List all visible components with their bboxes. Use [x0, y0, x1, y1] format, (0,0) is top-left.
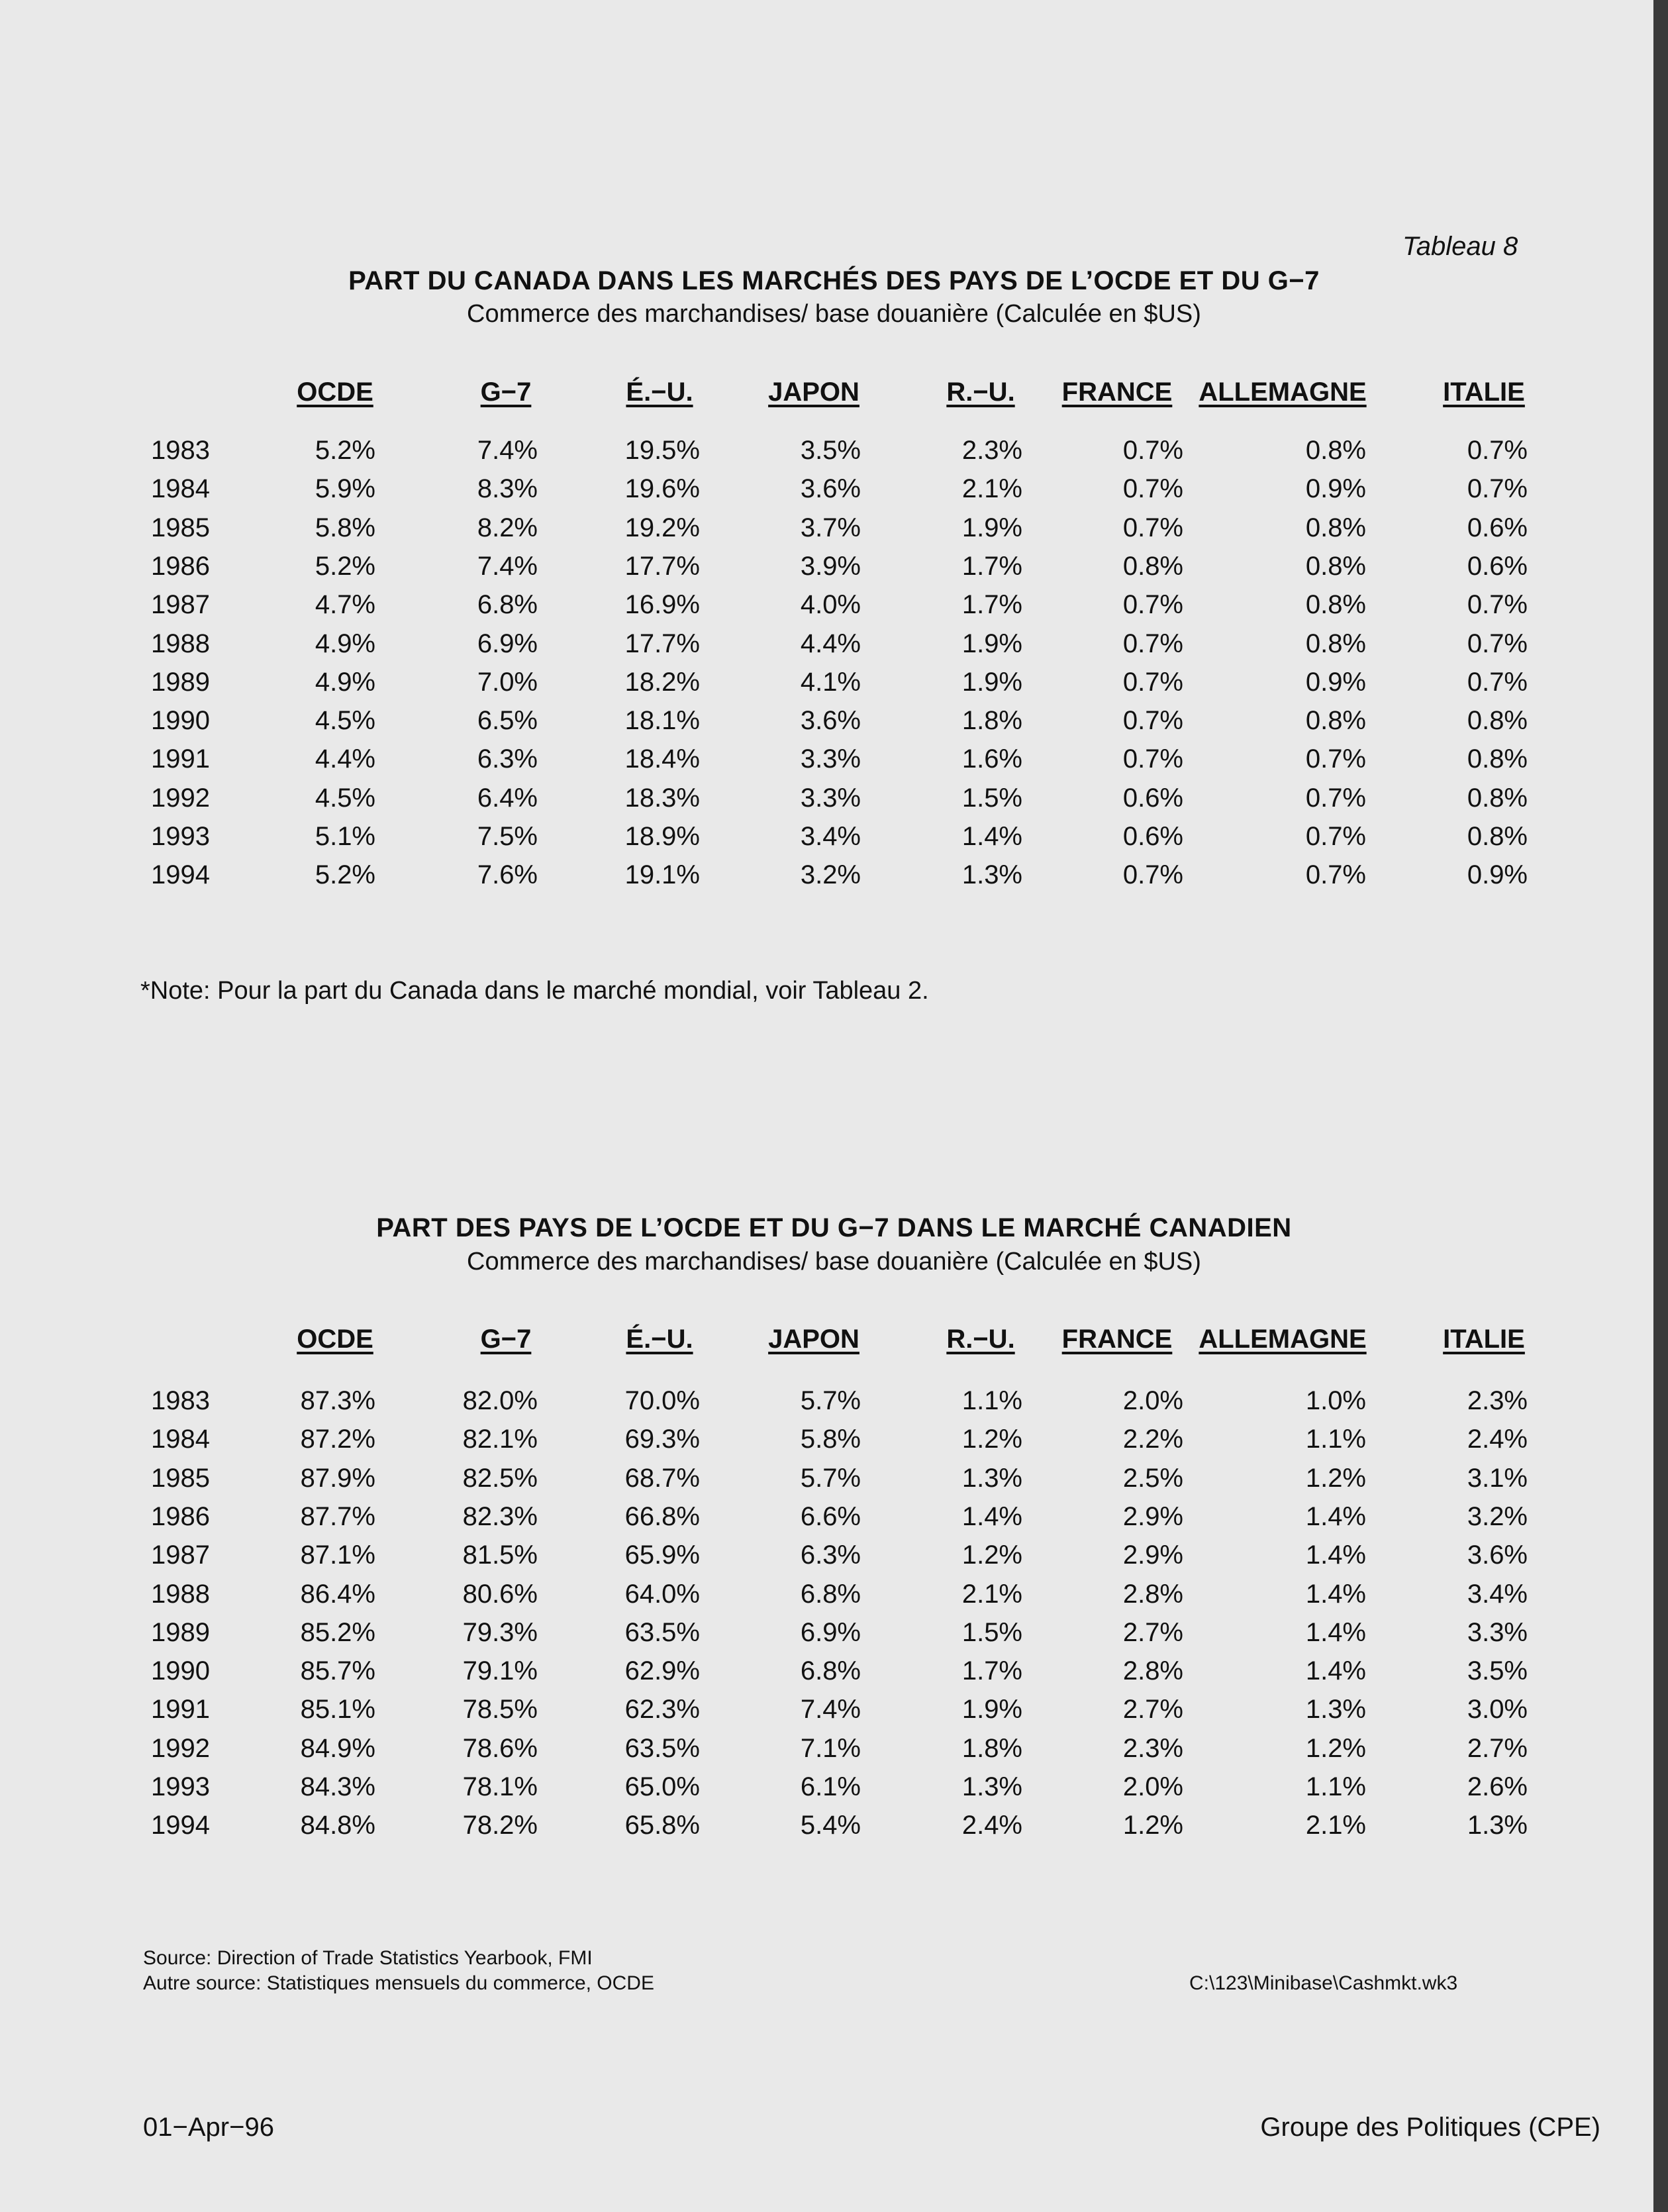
table-cell: 4.5%: [315, 706, 375, 736]
table-cell: 81.5%: [462, 1540, 538, 1570]
table-cell: 1.8%: [961, 1733, 1022, 1763]
table-cell: 5.8%: [800, 1425, 861, 1454]
table-cell: 65.8%: [624, 1811, 700, 1840]
table-cell: 1.3%: [961, 1463, 1022, 1493]
table-cell: 6.8%: [477, 590, 538, 620]
table-cell: 1.4%: [1305, 1540, 1366, 1570]
table-cell: 1.9%: [961, 628, 1022, 658]
table-cell: 0.7%: [1467, 590, 1528, 620]
table-cell: 0.9%: [1467, 860, 1528, 890]
table-cell: 5.7%: [800, 1463, 861, 1493]
table-cell: 65.9%: [624, 1540, 700, 1570]
table-cell: 6.8%: [800, 1656, 861, 1686]
table-cell: 65.0%: [624, 1772, 700, 1801]
table-cell: 82.5%: [462, 1463, 538, 1493]
table-cell: 78.1%: [462, 1772, 538, 1801]
row-year: 1983: [151, 436, 210, 465]
table-cell: 1.5%: [961, 783, 1022, 813]
table-cell: 2.7%: [1122, 1695, 1183, 1725]
table-cell: 19.2%: [624, 513, 700, 542]
table-cell: 1.4%: [961, 822, 1022, 851]
column-header: É.−U.: [626, 377, 693, 407]
table-cell: 4.9%: [315, 628, 375, 658]
table-cell: 2.0%: [1122, 1386, 1183, 1415]
table-cell: 4.4%: [315, 744, 375, 774]
row-year: 1987: [151, 590, 210, 620]
table-cell: 5.9%: [315, 474, 375, 504]
table-cell: 0.7%: [1122, 513, 1183, 542]
table-cell: 2.0%: [1122, 1772, 1183, 1801]
table-cell: 82.1%: [462, 1425, 538, 1454]
table-cell: 3.3%: [800, 744, 861, 774]
table-cell: 2.3%: [961, 436, 1022, 465]
table-cell: 19.6%: [624, 474, 700, 504]
table1-note: *Note: Pour la part du Canada dans le marché mondial, voir Tableau 2.: [140, 977, 929, 1005]
table-cell: 87.9%: [300, 1463, 375, 1493]
table-cell: 64.0%: [624, 1579, 700, 1609]
table-cell: 84.8%: [300, 1811, 375, 1840]
column-header: OCDE: [297, 1325, 373, 1354]
table-cell: 6.3%: [477, 744, 538, 774]
table-cell: 4.5%: [315, 783, 375, 813]
table-cell: 19.1%: [624, 860, 700, 890]
table-cell: 18.3%: [624, 783, 700, 813]
table-cell: 0.8%: [1305, 628, 1366, 658]
column-header: FRANCE: [1061, 377, 1173, 407]
table-cell: 18.4%: [624, 744, 700, 774]
table-cell: 2.4%: [1467, 1425, 1528, 1454]
column-header: É.−U.: [626, 1325, 693, 1354]
table-cell: 18.1%: [624, 706, 700, 736]
row-year: 1984: [151, 1425, 210, 1454]
table-cell: 7.4%: [477, 551, 538, 581]
table-cell: 1.4%: [1305, 1501, 1366, 1531]
table-cell: 18.2%: [624, 667, 700, 697]
row-year: 1993: [151, 822, 210, 851]
table-cell: 0.7%: [1467, 474, 1528, 504]
row-year: 1986: [151, 1501, 210, 1531]
table-cell: 1.2%: [1305, 1733, 1366, 1763]
table-cell: 0.8%: [1467, 744, 1528, 774]
table-cell: 2.7%: [1467, 1733, 1528, 1763]
table-cell: 3.2%: [800, 860, 861, 890]
table-cell: 1.2%: [1122, 1811, 1183, 1840]
table-cell: 4.0%: [800, 590, 861, 620]
table-cell: 3.6%: [1467, 1540, 1528, 1570]
row-year: 1990: [151, 706, 210, 736]
table-cell: 0.8%: [1305, 551, 1366, 581]
table-cell: 0.7%: [1122, 474, 1183, 504]
column-header: JAPON: [768, 377, 859, 407]
table-cell: 3.2%: [1467, 1501, 1528, 1531]
table-cell: 0.7%: [1467, 667, 1528, 697]
table-cell: 6.1%: [800, 1772, 861, 1801]
table-cell: 69.3%: [624, 1425, 700, 1454]
row-year: 1985: [151, 1463, 210, 1493]
table-cell: 17.7%: [624, 628, 700, 658]
table-cell: 79.1%: [462, 1656, 538, 1686]
table-cell: 79.3%: [462, 1617, 538, 1647]
table-cell: 1.0%: [1305, 1386, 1366, 1415]
table-cell: 84.3%: [300, 1772, 375, 1801]
table-cell: 2.1%: [961, 474, 1022, 504]
table-cell: 1.8%: [961, 706, 1022, 736]
table-cell: 0.8%: [1467, 706, 1528, 736]
table-cell: 1.3%: [1305, 1695, 1366, 1725]
table-cell: 3.5%: [800, 436, 861, 465]
table-cell: 1.4%: [1305, 1617, 1366, 1647]
file-path: C:\123\Minibase\Cashmkt.wk3: [1189, 1972, 1458, 1994]
table-cell: 0.6%: [1467, 551, 1528, 581]
source-line: Source: Direction of Trade Statistics Yearbook, FMI: [143, 1947, 593, 1969]
footer-date: 01−Apr−96: [143, 2113, 274, 2142]
row-year: 1985: [151, 513, 210, 542]
table-cell: 0.6%: [1122, 822, 1183, 851]
table-cell: 6.9%: [477, 628, 538, 658]
table-cell: 4.4%: [800, 628, 861, 658]
footer-organization: Groupe des Politiques (CPE): [1260, 2113, 1600, 2142]
table-cell: 87.7%: [300, 1501, 375, 1531]
table-cell: 2.5%: [1122, 1463, 1183, 1493]
table-cell: 3.9%: [800, 551, 861, 581]
table-cell: 1.5%: [961, 1617, 1022, 1647]
table-cell: 19.5%: [624, 436, 700, 465]
table-cell: 2.1%: [961, 1579, 1022, 1609]
row-year: 1987: [151, 1540, 210, 1570]
table-cell: 3.0%: [1467, 1695, 1528, 1725]
table-cell: 0.7%: [1122, 628, 1183, 658]
column-header: R.−U.: [946, 1325, 1015, 1354]
table-cell: 7.4%: [800, 1695, 861, 1725]
table-cell: 6.4%: [477, 783, 538, 813]
table-cell: 8.3%: [477, 474, 538, 504]
table-cell: 5.1%: [315, 822, 375, 851]
page-edge-shadow: [1653, 0, 1668, 2212]
table-cell: 3.6%: [800, 706, 861, 736]
table-cell: 87.2%: [300, 1425, 375, 1454]
table-cell: 5.2%: [315, 551, 375, 581]
column-header: OCDE: [297, 377, 373, 407]
table-cell: 0.7%: [1305, 744, 1366, 774]
table-cell: 7.0%: [477, 667, 538, 697]
table-cell: 6.3%: [800, 1540, 861, 1570]
table-cell: 7.5%: [477, 822, 538, 851]
table-cell: 85.2%: [300, 1617, 375, 1647]
table-cell: 3.4%: [1467, 1579, 1528, 1609]
table-cell: 5.8%: [315, 513, 375, 542]
table-cell: 0.8%: [1467, 822, 1528, 851]
row-year: 1989: [151, 1617, 210, 1647]
table-cell: 78.2%: [462, 1811, 538, 1840]
table-cell: 84.9%: [300, 1733, 375, 1763]
table-cell: 1.2%: [1305, 1463, 1366, 1493]
table-cell: 4.1%: [800, 667, 861, 697]
table-cell: 82.3%: [462, 1501, 538, 1531]
table-cell: 0.7%: [1467, 628, 1528, 658]
table-cell: 1.9%: [961, 667, 1022, 697]
column-header: ALLEMAGNE: [1199, 1325, 1367, 1354]
table-cell: 78.5%: [462, 1695, 538, 1725]
table-cell: 0.7%: [1305, 860, 1366, 890]
table-cell: 0.6%: [1467, 513, 1528, 542]
table-cell: 3.1%: [1467, 1463, 1528, 1493]
table-cell: 1.3%: [961, 860, 1022, 890]
row-year: 1994: [151, 1811, 210, 1840]
table-cell: 1.1%: [1305, 1425, 1366, 1454]
table-cell: 3.4%: [800, 822, 861, 851]
table-cell: 0.8%: [1305, 513, 1366, 542]
table-cell: 2.1%: [1305, 1811, 1366, 1840]
table-cell: 0.7%: [1122, 590, 1183, 620]
row-year: 1990: [151, 1656, 210, 1686]
table-cell: 1.6%: [961, 744, 1022, 774]
table-number-label: Tableau 8: [1402, 232, 1518, 261]
row-year: 1986: [151, 551, 210, 581]
table-cell: 1.7%: [961, 1656, 1022, 1686]
row-year: 1992: [151, 783, 210, 813]
table-cell: 3.3%: [1467, 1617, 1528, 1647]
table-cell: 8.2%: [477, 513, 538, 542]
table-cell: 4.9%: [315, 667, 375, 697]
table-cell: 62.3%: [624, 1695, 700, 1725]
table-cell: 0.8%: [1305, 436, 1366, 465]
table-cell: 3.6%: [800, 474, 861, 504]
table-cell: 70.0%: [624, 1386, 700, 1415]
table-cell: 1.2%: [961, 1425, 1022, 1454]
table-cell: 0.7%: [1122, 706, 1183, 736]
table-cell: 6.9%: [800, 1617, 861, 1647]
table-cell: 7.6%: [477, 860, 538, 890]
column-header: ITALIE: [1443, 377, 1525, 407]
table-cell: 0.7%: [1305, 822, 1366, 851]
table-cell: 0.8%: [1467, 783, 1528, 813]
table-cell: 1.4%: [1305, 1656, 1366, 1686]
row-year: 1994: [151, 860, 210, 890]
table-cell: 0.8%: [1305, 590, 1366, 620]
table-cell: 1.4%: [1305, 1579, 1366, 1609]
table-cell: 62.9%: [624, 1656, 700, 1686]
table-cell: 0.8%: [1122, 551, 1183, 581]
table-cell: 16.9%: [624, 590, 700, 620]
table-cell: 2.3%: [1122, 1733, 1183, 1763]
table-cell: 3.7%: [800, 513, 861, 542]
table-cell: 4.7%: [315, 590, 375, 620]
column-header: G−7: [480, 377, 532, 407]
table-cell: 2.3%: [1467, 1386, 1528, 1415]
table-cell: 78.6%: [462, 1733, 538, 1763]
table-cell: 63.5%: [624, 1617, 700, 1647]
column-header: JAPON: [768, 1325, 859, 1354]
table-cell: 1.9%: [961, 1695, 1022, 1725]
table-cell: 1.9%: [961, 513, 1022, 542]
table-cell: 1.1%: [961, 1386, 1022, 1415]
column-header: G−7: [480, 1325, 532, 1354]
table2-title: PART DES PAYS DE L’OCDE ET DU G−7 DANS LE MARCHÉ CANADIEN: [376, 1213, 1292, 1242]
table-cell: 5.7%: [800, 1386, 861, 1415]
row-year: 1989: [151, 667, 210, 697]
table1-subtitle: Commerce des marchandises/ base douanière (Calculée en $US): [467, 300, 1201, 328]
table-cell: 1.2%: [961, 1540, 1022, 1570]
row-year: 1991: [151, 1695, 210, 1725]
table-cell: 0.7%: [1122, 744, 1183, 774]
row-year: 1993: [151, 1772, 210, 1801]
table-cell: 0.7%: [1467, 436, 1528, 465]
table-cell: 6.5%: [477, 706, 538, 736]
table-cell: 1.7%: [961, 551, 1022, 581]
table-cell: 0.6%: [1122, 783, 1183, 813]
table-cell: 86.4%: [300, 1579, 375, 1609]
table-cell: 2.9%: [1122, 1540, 1183, 1570]
table-cell: 0.9%: [1305, 667, 1366, 697]
table2-subtitle: Commerce des marchandises/ base douanière (Calculée en $US): [467, 1248, 1201, 1276]
table-cell: 2.2%: [1122, 1425, 1183, 1454]
table-cell: 2.8%: [1122, 1579, 1183, 1609]
table-cell: 5.2%: [315, 436, 375, 465]
table-cell: 2.4%: [961, 1811, 1022, 1840]
table-cell: 0.7%: [1305, 783, 1366, 813]
column-header: ALLEMAGNE: [1199, 377, 1367, 407]
table-cell: 7.1%: [800, 1733, 861, 1763]
column-header: FRANCE: [1061, 1325, 1173, 1354]
table-cell: 87.3%: [300, 1386, 375, 1415]
column-header: R.−U.: [946, 377, 1015, 407]
table-cell: 66.8%: [624, 1501, 700, 1531]
table-cell: 87.1%: [300, 1540, 375, 1570]
table-cell: 5.2%: [315, 860, 375, 890]
table-cell: 0.7%: [1122, 436, 1183, 465]
row-year: 1992: [151, 1733, 210, 1763]
row-year: 1991: [151, 744, 210, 774]
table-cell: 1.3%: [961, 1772, 1022, 1801]
table-cell: 85.1%: [300, 1695, 375, 1725]
table-cell: 6.8%: [800, 1579, 861, 1609]
table1-title: PART DU CANADA DANS LES MARCHÉS DES PAYS DE L’OCDE ET DU G−7: [348, 266, 1320, 295]
table-cell: 0.7%: [1122, 667, 1183, 697]
table-cell: 17.7%: [624, 551, 700, 581]
table-cell: 68.7%: [624, 1463, 700, 1493]
table-cell: 85.7%: [300, 1656, 375, 1686]
table-cell: 1.3%: [1467, 1811, 1528, 1840]
table-cell: 7.4%: [477, 436, 538, 465]
row-year: 1984: [151, 474, 210, 504]
row-year: 1988: [151, 1579, 210, 1609]
row-year: 1988: [151, 628, 210, 658]
table-cell: 63.5%: [624, 1733, 700, 1763]
table-cell: 6.6%: [800, 1501, 861, 1531]
table-cell: 80.6%: [462, 1579, 538, 1609]
table-cell: 0.7%: [1122, 860, 1183, 890]
table-cell: 2.7%: [1122, 1617, 1183, 1647]
table-cell: 0.9%: [1305, 474, 1366, 504]
table-cell: 2.9%: [1122, 1501, 1183, 1531]
table-cell: 3.3%: [800, 783, 861, 813]
table-cell: 3.5%: [1467, 1656, 1528, 1686]
table-cell: 82.0%: [462, 1386, 538, 1415]
table-cell: 2.6%: [1467, 1772, 1528, 1801]
other-source-line: Autre source: Statistiques mensuels du commerce, OCDE: [143, 1972, 654, 1994]
table-cell: 0.8%: [1305, 706, 1366, 736]
table-cell: 1.4%: [961, 1501, 1022, 1531]
table-cell: 1.1%: [1305, 1772, 1366, 1801]
column-header: ITALIE: [1443, 1325, 1525, 1354]
table-cell: 1.7%: [961, 590, 1022, 620]
row-year: 1983: [151, 1386, 210, 1415]
table-cell: 18.9%: [624, 822, 700, 851]
table-cell: 5.4%: [800, 1811, 861, 1840]
table-cell: 2.8%: [1122, 1656, 1183, 1686]
